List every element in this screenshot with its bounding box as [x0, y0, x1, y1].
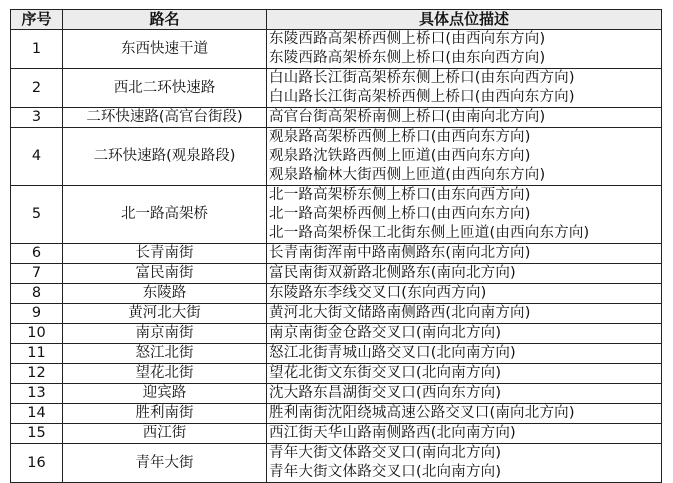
table-row — [11, 344, 662, 364]
row-number: 4 — [11, 128, 63, 186]
point-description — [267, 264, 662, 284]
point-line: 观泉路高架桥西侧上桥口(由西向东方向) — [269, 129, 531, 145]
point-description — [267, 384, 662, 404]
row-number: 7 — [11, 264, 63, 284]
point-line: 北一路高架桥西侧上桥口(由西向东方向) — [269, 206, 531, 222]
road-name: 望花北街 — [63, 364, 267, 384]
point-description — [267, 69, 662, 108]
point-line: 青年大街文体路交叉口(南向北方向) — [269, 445, 502, 461]
row-number: 11 — [11, 344, 63, 364]
road-name: 东陵路 — [63, 284, 267, 304]
point-description — [267, 364, 662, 384]
point-line: 望花北街文东街交叉口(北向南方向) — [269, 365, 502, 381]
road-name: 南京南街 — [63, 324, 267, 344]
road-name: 黄河北大街 — [63, 304, 267, 324]
row-number: 3 — [11, 108, 63, 128]
road-name: 迎宾路 — [63, 384, 267, 404]
table-row — [11, 364, 662, 384]
table-row — [11, 384, 662, 404]
table-row — [11, 128, 662, 186]
road-name: 二环快速路(高官台街段) — [63, 108, 267, 128]
point-line: 白山路长江街高架桥东侧上桥口(由东向西方向) — [269, 70, 575, 86]
table-row — [11, 69, 662, 108]
point-line: 观泉路沈铁路西侧上匝道(由西向东方向) — [269, 148, 531, 164]
point-description — [267, 304, 662, 324]
point-description — [267, 244, 662, 264]
point-line: 沈大路东昌湖街交叉口(西向东方向) — [269, 385, 502, 401]
table-row — [11, 304, 662, 324]
table-row — [11, 284, 662, 304]
point-description — [267, 284, 662, 304]
point-description — [267, 128, 662, 186]
row-number: 5 — [11, 186, 63, 244]
point-line: 北一路高架桥保工北街东侧上匝道(由西向东方向) — [269, 225, 590, 241]
row-number: 8 — [11, 284, 63, 304]
row-number: 13 — [11, 384, 63, 404]
point-line: 高官台街高架桥南侧上桥口(由南向北方向) — [269, 109, 546, 125]
point-description — [267, 424, 662, 444]
table-row — [11, 108, 662, 128]
row-number: 9 — [11, 304, 63, 324]
row-number: 12 — [11, 364, 63, 384]
header-points: 具体点位描述 — [267, 10, 662, 30]
table-row — [11, 186, 662, 244]
header-road: 路名 — [63, 10, 267, 30]
header-row — [11, 10, 662, 30]
point-line: 白山路长江街高架桥西侧上桥口(由西向东方向) — [269, 89, 575, 105]
row-number: 2 — [11, 69, 63, 108]
row-number: 1 — [11, 30, 63, 69]
points-table-container — [10, 9, 661, 483]
road-name: 西北二环快速路 — [63, 69, 267, 108]
road-name: 青年大街 — [63, 444, 267, 483]
road-name: 富民南街 — [63, 264, 267, 284]
road-name: 东西快速干道 — [63, 30, 267, 69]
row-number: 6 — [11, 244, 63, 264]
point-line: 长青南街浑南中路南侧路东(南向北方向) — [269, 245, 531, 261]
table-row — [11, 30, 662, 69]
road-name: 二环快速路(观泉路段) — [63, 128, 267, 186]
point-line: 胜利南街沈阳绕城高速公路交叉口(南向北方向) — [269, 405, 575, 421]
road-name: 北一路高架桥 — [63, 186, 267, 244]
point-line: 富民南街双新路北侧路东(南向北方向) — [269, 265, 516, 281]
point-line: 青年大街文体路交叉口(北向南方向) — [269, 464, 502, 480]
point-line: 东陵路东李线交叉口(东向西方向) — [269, 285, 487, 301]
table-row — [11, 244, 662, 264]
point-description — [267, 30, 662, 69]
points-table — [10, 9, 662, 483]
point-description — [267, 404, 662, 424]
road-name: 西江街 — [63, 424, 267, 444]
row-number: 14 — [11, 404, 63, 424]
point-line: 北一路高架桥东侧上桥口(由东向西方向) — [269, 187, 531, 203]
point-line: 西江街天华山路南侧路西(北向南方向) — [269, 425, 516, 441]
point-description — [267, 344, 662, 364]
point-line: 东陵西路高架桥东侧上桥口(由东向西方向) — [269, 50, 546, 66]
point-line: 观泉路榆林大街西侧上匝道(由西向东方向) — [269, 167, 546, 183]
header-no: 序号 — [11, 10, 63, 30]
road-name: 胜利南街 — [63, 404, 267, 424]
road-name: 长青南街 — [63, 244, 267, 264]
point-line: 怒江北街青城山路交叉口(北向南方向) — [269, 345, 516, 361]
road-name: 怒江北街 — [63, 344, 267, 364]
table-row — [11, 444, 662, 483]
table-body — [11, 30, 662, 483]
point-description — [267, 108, 662, 128]
point-line: 南京南街金仓路交叉口(南向北方向) — [269, 325, 502, 341]
table-row — [11, 264, 662, 284]
row-number: 10 — [11, 324, 63, 344]
table-row — [11, 424, 662, 444]
point-description — [267, 324, 662, 344]
point-line: 东陵西路高架桥西侧上桥口(由西向东方向) — [269, 31, 546, 47]
table-row — [11, 404, 662, 424]
row-number: 15 — [11, 424, 63, 444]
point-description — [267, 186, 662, 244]
point-line: 黄河北大街文储路南侧路西(北向南方向) — [269, 305, 531, 321]
table-row — [11, 324, 662, 344]
point-description — [267, 444, 662, 483]
row-number: 16 — [11, 444, 63, 483]
